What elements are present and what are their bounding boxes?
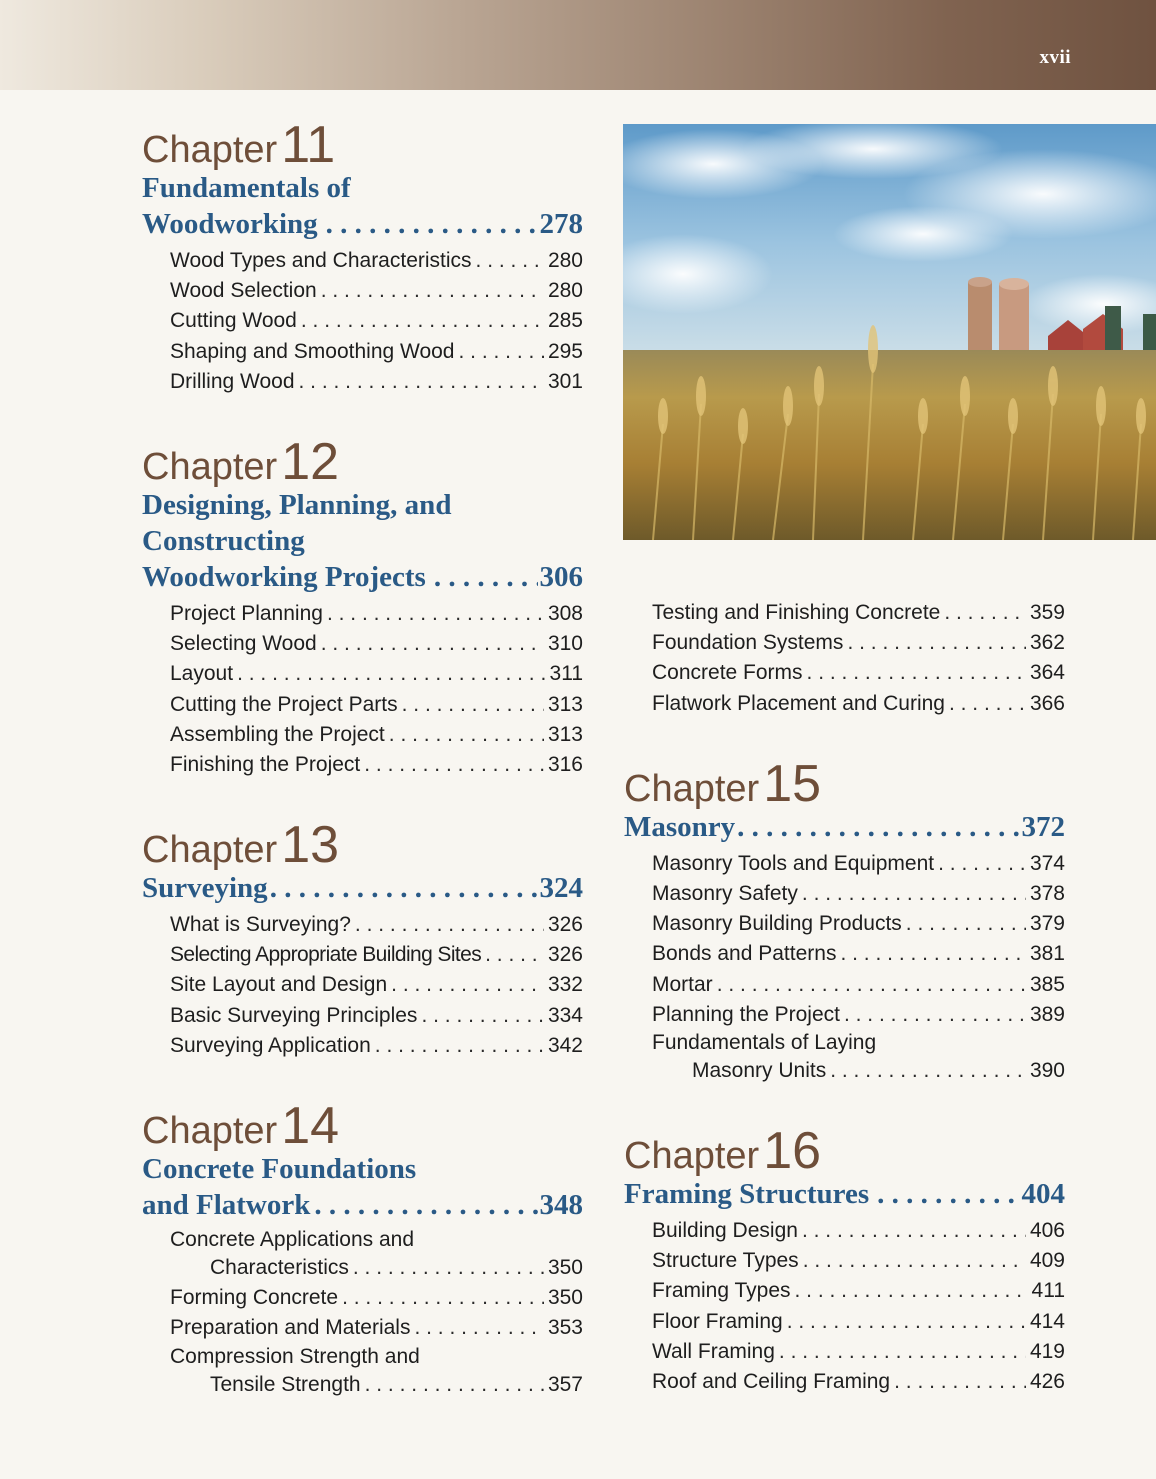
chapter-label: Chapter15 [624,754,822,813]
chapter-15 [624,754,1065,1086]
toc-entry[interactable]: Floor Framing . . . 414 [624,1307,1065,1337]
chapter-title-line: Constructing [142,524,305,557]
chapter-label: Chapter16 [624,1122,822,1181]
toc-entry[interactable]: Masonry Tools and Equipment . . . 374 [624,849,1065,879]
toc-entry[interactable]: Cutting the Project Parts . . . 313 [142,690,583,720]
toc-entry[interactable]: Shaping and Smoothing Wood . . . 295 [142,337,583,367]
chapter-title-link[interactable]: and Flatwork . . . 348 [142,1187,583,1223]
toc-entry[interactable]: Testing and Finishing Concrete . . . 359 [624,598,1065,628]
chapter-16 [624,1122,1065,1397]
toc-entry[interactable]: Tensile Strength . . . 357 [142,1370,583,1400]
toc-left-column [142,116,583,1440]
page-number: xvii [1039,47,1071,68]
toc-entry[interactable]: Bonds and Patterns . . . 381 [624,939,1065,969]
toc-entry[interactable]: Planning the Project . . . 389 [624,1000,1065,1030]
chapter-11 [142,116,583,397]
chapter-label: Chapter11 [142,116,336,174]
toc-entry[interactable]: Finishing the Project . . . 316 [142,750,583,780]
wheat-field-farm-photo [623,124,1156,540]
toc-entry[interactable]: Concrete Forms . . . 364 [624,658,1065,688]
header-band [0,0,1156,90]
toc-entry-line[interactable]: Compression Strength and [170,1344,420,1368]
chapter-title-line: Designing, Planning, and [142,488,452,521]
toc-entry-line[interactable]: Concrete Applications and [170,1228,414,1251]
chapter-title-link[interactable]: Masonry . . . 372 [624,809,1065,845]
toc-entry[interactable]: Building Design . . . 406 [624,1216,1065,1246]
toc-entry[interactable]: Project Planning . . . 308 [142,599,583,629]
toc-entry[interactable]: Site Layout and Design . . . 332 [142,970,583,1000]
toc-entry[interactable]: Forming Concrete . . . 350 [142,1283,583,1313]
toc-entry[interactable]: Masonry Safety . . . 378 [624,879,1065,909]
chapter-label: Chapter14 [142,1097,340,1155]
chapter-title-line: Concrete Foundations [142,1153,417,1185]
toc-entry[interactable]: Characteristics . . . 350 [142,1253,583,1283]
toc-entry[interactable]: Cutting Wood . . . 285 [142,306,583,336]
toc-entry[interactable]: Foundation Systems . . . 362 [624,628,1065,658]
toc-entry[interactable]: Drilling Wood . . . 301 [142,367,583,397]
toc-entry[interactable]: Selecting Wood . . . 310 [142,629,583,659]
chapter-14-continued [624,598,1065,719]
toc-entry[interactable]: What is Surveying? . . . 326 [142,910,583,940]
toc-entry[interactable]: Selecting Appropriate Building Sites . . . 326 [142,940,583,970]
toc-entry[interactable]: Basic Surveying Principles . . . 334 [142,1001,583,1031]
chapter-label: Chapter12 [142,432,340,491]
toc-entry[interactable]: Wood Selection . . . 280 [142,276,583,306]
toc-entry[interactable]: Masonry Building Products . . . 379 [624,909,1065,939]
toc-entry[interactable]: Preparation and Materials . . . 353 [142,1313,583,1343]
toc-entry[interactable]: Surveying Application . . . 342 [142,1031,583,1061]
toc-entry[interactable]: Wall Framing . . . 419 [624,1337,1065,1367]
chapter-title-link[interactable]: Surveying . . . 324 [142,870,583,906]
toc-entry[interactable]: Masonry Units . . . 390 [624,1056,1065,1086]
toc-entry[interactable]: Mortar . . . 385 [624,970,1065,1000]
toc-entry[interactable]: Structure Types . . . 409 [624,1246,1065,1276]
toc-entry[interactable]: Roof and Ceiling Framing . . . 426 [624,1367,1065,1397]
chapter-12 [142,432,583,780]
toc-entry[interactable]: Layout . . . 311 [142,659,583,689]
chapter-title-link[interactable]: Woodworking . . . 278 [142,206,583,242]
chapter-label: Chapter13 [142,816,340,875]
chapter-title-link[interactable]: Framing Structures . . . 404 [624,1176,1065,1212]
chapter-title-line: Fundamentals of [142,172,351,204]
toc-entry[interactable]: Flatwork Placement and Curing . . . 366 [624,689,1065,719]
toc-right-column [624,598,1065,1437]
toc-entry-line[interactable]: Fundamentals of Laying [652,1030,877,1054]
chapter-title-link[interactable]: Woodworking Projects . . . 306 [142,559,583,595]
toc-entry[interactable]: Assembling the Project . . . 313 [142,720,583,750]
toc-entry[interactable]: Framing Types . . . 411 [624,1276,1065,1306]
chapter-14 [142,1097,583,1400]
toc-entry[interactable]: Wood Types and Characteristics . . . 280 [142,246,583,276]
chapter-13 [142,816,583,1061]
